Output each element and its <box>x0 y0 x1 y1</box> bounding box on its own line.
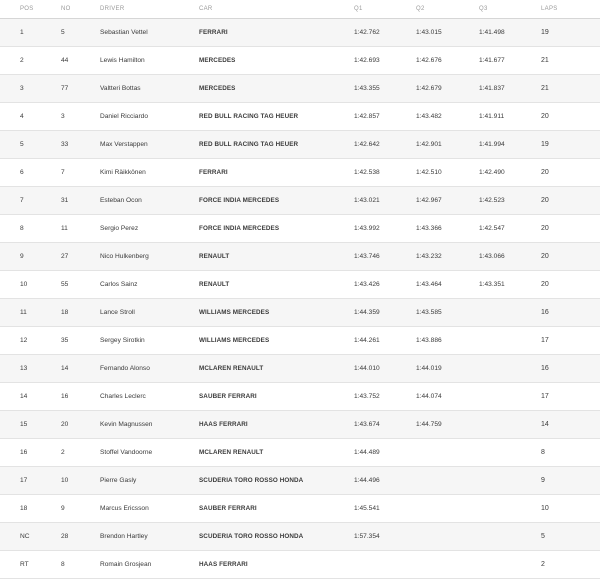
cell-laps: 20 <box>541 281 549 288</box>
cell-q2: 1:42.901 <box>416 141 442 148</box>
table-row[interactable] <box>0 131 600 159</box>
cell-no: 16 <box>61 393 69 400</box>
cell-q2: 1:42.679 <box>416 85 442 92</box>
cell-no: 3 <box>61 113 65 120</box>
cell-laps: 21 <box>541 57 549 64</box>
table-row[interactable] <box>0 215 600 243</box>
cell-driver: Kevin Magnussen <box>100 421 153 428</box>
cell-q3: 1:41.837 <box>479 85 505 92</box>
cell-driver: Romain Grosjean <box>100 561 152 568</box>
table-row[interactable] <box>0 327 600 355</box>
cell-no: 77 <box>61 85 69 92</box>
cell-laps: 5 <box>541 533 545 540</box>
header-q1[interactable]: Q1 <box>354 6 363 12</box>
cell-q2: 1:44.759 <box>416 421 442 428</box>
cell-driver: Stoffel Vandoorne <box>100 449 153 456</box>
table-row[interactable] <box>0 159 600 187</box>
cell-q2: 1:42.676 <box>416 57 442 64</box>
table-row[interactable] <box>0 19 600 47</box>
cell-no: 18 <box>61 309 69 316</box>
cell-q1: 1:42.762 <box>354 29 380 36</box>
cell-no: 28 <box>61 533 69 540</box>
cell-laps: 20 <box>541 253 549 260</box>
cell-pos: 3 <box>20 85 24 92</box>
cell-pos: 6 <box>20 169 24 176</box>
cell-car: RENAULT <box>199 253 230 260</box>
cell-driver: Daniel Ricciardo <box>100 113 149 120</box>
table-row[interactable] <box>0 355 600 383</box>
cell-car: SCUDERIA TORO ROSSO HONDA <box>199 533 304 540</box>
cell-q2: 1:44.019 <box>416 365 442 372</box>
cell-laps: 19 <box>541 29 549 36</box>
cell-pos: 11 <box>20 309 27 316</box>
cell-laps: 2 <box>541 561 545 568</box>
cell-laps: 8 <box>541 449 545 456</box>
cell-pos: 5 <box>20 141 24 148</box>
cell-q3: 1:41.911 <box>479 113 505 120</box>
header-q3[interactable]: Q3 <box>479 6 488 12</box>
cell-car: RED BULL RACING TAG HEUER <box>199 141 299 148</box>
cell-laps: 10 <box>541 505 549 512</box>
table-row[interactable] <box>0 439 600 467</box>
header-driver[interactable]: DRIVER <box>100 6 125 12</box>
cell-no: 8 <box>61 561 65 568</box>
cell-laps: 16 <box>541 365 549 372</box>
cell-laps: 9 <box>541 477 545 484</box>
cell-q2: 1:43.366 <box>416 225 442 232</box>
cell-q2: 1:44.074 <box>416 393 442 400</box>
cell-no: 31 <box>61 197 69 204</box>
cell-driver: Charles Leclerc <box>100 393 146 400</box>
cell-q1: 1:43.992 <box>354 225 380 232</box>
cell-no: 35 <box>61 337 69 344</box>
cell-car: HAAS FERRARI <box>199 561 248 568</box>
table-row[interactable] <box>0 243 600 271</box>
cell-no: 2 <box>61 449 65 456</box>
cell-laps: 21 <box>541 85 549 92</box>
table-row[interactable] <box>0 411 600 439</box>
cell-no: 11 <box>61 225 68 232</box>
cell-pos: NC <box>20 533 30 540</box>
cell-no: 5 <box>61 29 65 36</box>
cell-q2: 1:43.585 <box>416 309 442 316</box>
cell-q2: 1:43.232 <box>416 253 442 260</box>
table-body <box>0 19 600 579</box>
cell-driver: Marcus Ericsson <box>100 505 149 512</box>
cell-driver: Kimi Räikkönen <box>100 169 146 176</box>
cell-no: 44 <box>61 57 69 64</box>
cell-pos: 18 <box>20 505 28 512</box>
cell-pos: RT <box>20 561 29 568</box>
cell-q1: 1:44.496 <box>354 477 380 484</box>
cell-q2: 1:43.886 <box>416 337 442 344</box>
table-row[interactable] <box>0 551 600 579</box>
cell-no: 55 <box>61 281 69 288</box>
cell-car: MCLAREN RENAULT <box>199 365 264 372</box>
cell-q2: 1:42.510 <box>416 169 442 176</box>
table-row[interactable] <box>0 47 600 75</box>
cell-q2: 1:42.967 <box>416 197 442 204</box>
cell-pos: 2 <box>20 57 24 64</box>
cell-driver: Sergey Sirotkin <box>100 337 145 344</box>
header-pos[interactable]: POS <box>20 6 34 12</box>
cell-driver: Lance Stroll <box>100 309 135 316</box>
cell-q2: 1:43.464 <box>416 281 442 288</box>
cell-q1: 1:42.857 <box>354 113 380 120</box>
cell-no: 20 <box>61 421 69 428</box>
cell-no: 14 <box>61 365 69 372</box>
cell-pos: 10 <box>20 281 28 288</box>
cell-no: 7 <box>61 169 65 176</box>
cell-pos: 12 <box>20 337 28 344</box>
cell-q3: 1:41.994 <box>479 141 505 148</box>
cell-driver: Fernando Alonso <box>100 365 150 372</box>
cell-q1: 1:43.674 <box>354 421 380 428</box>
cell-q1: 1:44.010 <box>354 365 380 372</box>
cell-pos: 14 <box>20 393 28 400</box>
cell-q3: 1:42.490 <box>479 169 505 176</box>
cell-q1: 1:43.426 <box>354 281 380 288</box>
cell-laps: 19 <box>541 141 549 148</box>
cell-q3: 1:41.498 <box>479 29 505 36</box>
cell-q3: 1:41.677 <box>479 57 505 64</box>
cell-driver: Brendon Hartley <box>100 533 148 540</box>
cell-driver: Max Verstappen <box>100 141 148 148</box>
cell-driver: Sebastian Vettel <box>100 29 148 36</box>
table-row[interactable] <box>0 523 600 551</box>
table-row[interactable] <box>0 495 600 523</box>
cell-car: FORCE INDIA MERCEDES <box>199 197 280 204</box>
cell-q1: 1:42.693 <box>354 57 380 64</box>
cell-car: MERCEDES <box>199 57 236 64</box>
cell-q1: 1:43.355 <box>354 85 380 92</box>
table-row[interactable] <box>0 467 600 495</box>
cell-q1: 1:45.541 <box>354 505 380 512</box>
cell-laps: 20 <box>541 169 549 176</box>
cell-driver: Esteban Ocon <box>100 197 142 204</box>
cell-laps: 20 <box>541 197 549 204</box>
table-row[interactable] <box>0 103 600 131</box>
cell-no: 33 <box>61 141 69 148</box>
cell-laps: 14 <box>541 421 549 428</box>
cell-pos: 15 <box>20 421 28 428</box>
cell-car: MCLAREN RENAULT <box>199 449 264 456</box>
cell-pos: 13 <box>20 365 28 372</box>
cell-car: FERRARI <box>199 29 228 36</box>
cell-laps: 20 <box>541 225 549 232</box>
cell-q2: 1:43.015 <box>416 29 442 36</box>
table-row[interactable] <box>0 187 600 215</box>
cell-pos: 9 <box>20 253 24 260</box>
cell-q1: 1:44.489 <box>354 449 380 456</box>
cell-q1: 1:44.261 <box>354 337 380 344</box>
cell-car: RED BULL RACING TAG HEUER <box>199 113 299 120</box>
cell-no: 10 <box>61 477 69 484</box>
cell-q1: 1:57.354 <box>354 533 380 540</box>
cell-no: 27 <box>61 253 69 260</box>
cell-driver: Pierre Gasly <box>100 477 137 484</box>
header-car[interactable]: CAR <box>199 6 213 12</box>
header-q2[interactable]: Q2 <box>416 6 425 12</box>
cell-q1: 1:43.021 <box>354 197 380 204</box>
cell-car: SAUBER FERRARI <box>199 393 257 400</box>
header-no[interactable]: NO <box>61 6 71 12</box>
cell-car: SAUBER FERRARI <box>199 505 257 512</box>
cell-pos: 7 <box>20 197 24 204</box>
cell-q1: 1:43.752 <box>354 393 380 400</box>
cell-driver: Nico Hulkenberg <box>100 253 149 260</box>
cell-car: HAAS FERRARI <box>199 421 248 428</box>
cell-q1: 1:42.538 <box>354 169 380 176</box>
cell-q3: 1:43.351 <box>479 281 505 288</box>
table-row[interactable] <box>0 299 600 327</box>
cell-car: FERRARI <box>199 169 228 176</box>
cell-laps: 17 <box>541 337 549 344</box>
cell-pos: 8 <box>20 225 24 232</box>
cell-pos: 16 <box>20 449 28 456</box>
header-laps[interactable]: LAPS <box>541 6 558 12</box>
cell-q1: 1:42.642 <box>354 141 380 148</box>
table-header <box>0 0 600 19</box>
cell-pos: 17 <box>20 477 28 484</box>
cell-driver: Sergio Perez <box>100 225 139 232</box>
cell-car: WILLIAMS MERCEDES <box>199 309 270 316</box>
cell-driver: Valtteri Bottas <box>100 85 141 92</box>
cell-pos: 1 <box>20 29 24 36</box>
cell-q3: 1:42.523 <box>479 197 505 204</box>
cell-q1: 1:43.746 <box>354 253 380 260</box>
cell-car: RENAULT <box>199 281 230 288</box>
cell-car: MERCEDES <box>199 85 236 92</box>
cell-laps: 16 <box>541 309 549 316</box>
cell-q3: 1:42.547 <box>479 225 505 232</box>
cell-pos: 4 <box>20 113 24 120</box>
cell-driver: Carlos Sainz <box>100 281 138 288</box>
cell-car: SCUDERIA TORO ROSSO HONDA <box>199 477 304 484</box>
table-row[interactable] <box>0 271 600 299</box>
table-row[interactable] <box>0 383 600 411</box>
cell-q3: 1:43.066 <box>479 253 505 260</box>
cell-q2: 1:43.482 <box>416 113 442 120</box>
cell-laps: 20 <box>541 113 549 120</box>
cell-car: FORCE INDIA MERCEDES <box>199 225 280 232</box>
cell-laps: 17 <box>541 393 549 400</box>
cell-driver: Lewis Hamilton <box>100 57 145 64</box>
cell-q1: 1:44.359 <box>354 309 380 316</box>
cell-car: WILLIAMS MERCEDES <box>199 337 270 344</box>
table-row[interactable] <box>0 75 600 103</box>
cell-no: 9 <box>61 505 65 512</box>
